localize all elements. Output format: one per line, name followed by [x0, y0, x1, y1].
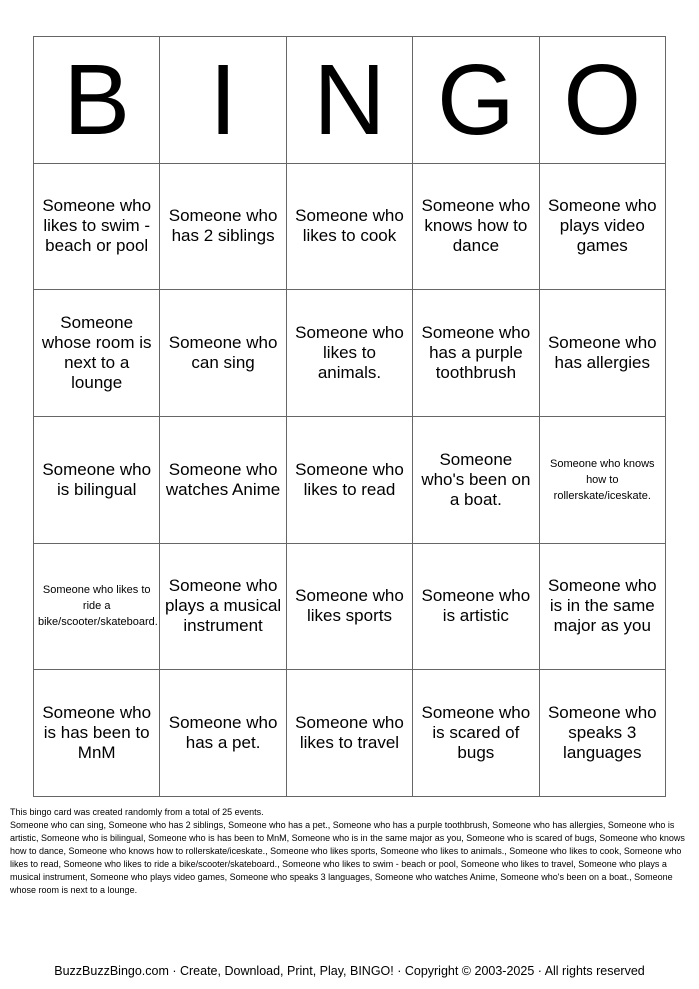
bingo-row — [34, 290, 666, 417]
bingo-cell: Someone who speaks 3 languages — [539, 670, 665, 797]
event-list-text: Someone who can sing, Someone who has 2 siblings, Someone who has a pet., Someone who has a purple toothbrush, Someone who has allergies, Someone who is artistic, Someone who is bilingual, Someone who is has been to MnM, Someone who is in the same major as you, Someone who is scared of bugs, Someone who knows how to dance, Someone who knows how to rollerskate/iceskate., Someone who likes sports, Someone who likes to animals., Someone who likes to cook, Someone who likes to read, Someone who likes to ride a bike/scooter/skateboard., Someone who likes to swim - beach or pool, Someone who likes to travel, Someone who plays a musical instrument, Someone who plays video games, Someone who speaks 3 languages, Someone who watches Anime, Someone who's been on a boat., Someone whose room is next to a lounge. — [10, 820, 685, 895]
bingo-cell: Someone who has a purple toothbrush — [413, 290, 539, 417]
event-list-note — [10, 806, 690, 897]
bingo-cell: Someone who plays a musical instrument — [160, 543, 286, 670]
bingo-cell: Someone who knows how to rollerskate/iceskate. — [539, 416, 665, 543]
bingo-cell: Someone who knows how to dance — [413, 163, 539, 290]
bingo-cell: Someone who likes to read — [286, 416, 412, 543]
bingo-row — [34, 163, 666, 290]
bingo-cell: Someone who likes to animals. — [286, 290, 412, 417]
bingo-cell: Someone who can sing — [160, 290, 286, 417]
bingo-header-row — [34, 37, 666, 164]
bingo-cell: Someone who likes to travel — [286, 670, 412, 797]
header-letter-b: B — [34, 37, 160, 164]
bingo-cell: Someone who likes to ride a bike/scooter/skateboard. — [34, 543, 160, 670]
bingo-cell: Someone who likes sports — [286, 543, 412, 670]
bingo-row — [34, 416, 666, 543]
bingo-cell: Someone who's been on a boat. — [413, 416, 539, 543]
bingo-cell: Someone who plays video games — [539, 163, 665, 290]
header-letter-g: G — [413, 37, 539, 164]
header-letter-n: N — [286, 37, 412, 164]
bingo-cell: Someone who is bilingual — [34, 416, 160, 543]
bingo-row — [34, 543, 666, 670]
bingo-cell: Someone who is artistic — [413, 543, 539, 670]
event-count-text: This bingo card was created randomly from a total of 25 events. — [10, 807, 264, 817]
footer-copyright: BuzzBuzzBingo.com · Create, Download, Print, Play, BINGO! · Copyright © 2003-2025 · All rights reserved — [54, 964, 645, 978]
bingo-cell: Someone who has 2 siblings — [160, 163, 286, 290]
bingo-cell: Someone who is has been to MnM — [34, 670, 160, 797]
bingo-cell: Someone who watches Anime — [160, 416, 286, 543]
bingo-row — [34, 670, 666, 797]
bingo-cell: Someone who is in the same major as you — [539, 543, 665, 670]
bingo-cell: Someone who likes to cook — [286, 163, 412, 290]
header-letter-i: I — [160, 37, 286, 164]
bingo-cell: Someone who likes to swim - beach or pool — [34, 163, 160, 290]
bingo-cell: Someone who has a pet. — [160, 670, 286, 797]
header-letter-o: O — [539, 37, 665, 164]
bingo-card — [33, 36, 666, 797]
bingo-cell: Someone who has allergies — [539, 290, 665, 417]
bingo-cell: Someone who is scared of bugs — [413, 670, 539, 797]
bingo-cell: Someone whose room is next to a lounge — [34, 290, 160, 417]
